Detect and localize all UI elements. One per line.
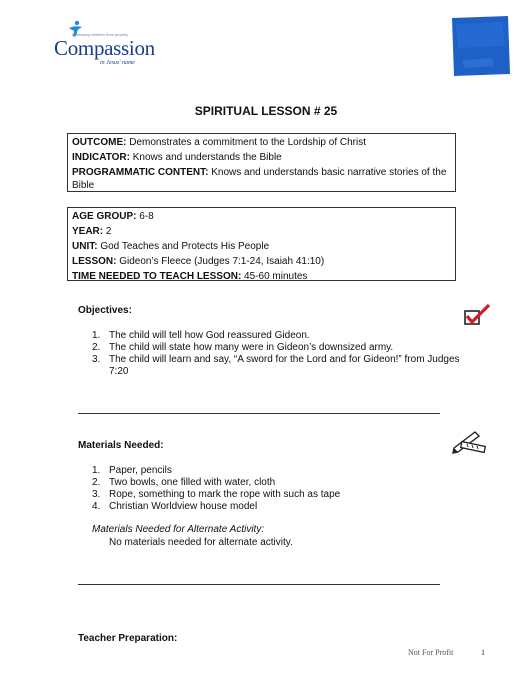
lesson-row [72,254,451,269]
page-title: SPIRITUAL LESSON # 25 [194,104,338,118]
unit-value: God Teaches and Protects His People [97,241,270,252]
checkbox-check-icon [463,303,491,327]
indicator-row [72,150,451,165]
time-label: TIME NEEDED TO TEACH LESSON: [72,271,242,282]
lesson-label: LESSON: [72,256,117,267]
footer-not-for-profit: Not For Profit [408,648,454,657]
materials-list [92,465,340,513]
indicator-value: Knows and understands the Bible [129,152,282,163]
age-row [72,209,451,224]
list-item: 1. Paper, pencils [92,465,172,476]
blue-brand-block [452,16,510,76]
objectives-title: Objectives: [78,305,132,316]
outcome-value: Demonstrates a commitment to the Lordship of Christ [126,137,366,148]
alt-materials-title: Materials Needed for Alternate Activity: [92,524,265,535]
materials-title: Materials Needed: [78,440,164,451]
compassion-logo [52,22,164,68]
year-label: YEAR: [72,226,104,237]
objectives-list [92,330,464,378]
list-item: 2. The child will state how many were in Gideon’s downsized army. [92,342,394,353]
list-item: 2. Two bowls, one filled with water, cloth [92,477,276,488]
content-label: PROGRAMMATIC CONTENT: [72,167,209,178]
time-value: 45-60 minutes [241,271,308,282]
lesson-info-box [67,207,456,281]
section-divider [78,413,440,414]
list-item: 4. Christian Worldview house model [92,501,258,512]
unit-label: UNIT: [72,241,98,252]
page-number: 1 [481,648,485,657]
content-value: Knows and understands basic narrative stories of the Bible [72,167,447,191]
teacher-prep-title: Teacher Preparation: [78,633,178,644]
list-item: 3. The child will learn and say, “A sword for the Lord and for Gideon!” from Judges 7:20 [92,354,460,377]
outcome-label: OUTCOME: [72,137,127,148]
unit-row [72,239,451,254]
lesson-value: Gideon’s Fleece (Judges 7:1-24, Isaiah 41:10) [116,256,325,267]
indicator-label: INDICATOR: [72,152,130,163]
pencil-ruler-icon [451,428,487,454]
alt-materials-text: No materials needed for alternate activity. [109,537,293,548]
section-divider [78,584,440,585]
year-value: 2 [103,226,112,237]
age-label: AGE GROUP: [72,211,137,222]
logo-subtitle: in Jesus' name [100,60,135,66]
content-row [72,165,451,192]
list-item: 1. The child will tell how God reassured Gideon. [92,330,310,341]
outcome-row [72,135,451,150]
year-row [72,224,451,239]
outcome-box [67,133,456,192]
age-value: 6-8 [136,211,154,222]
list-item: 3. Rope, something to mark the rope with such as tape [92,489,341,500]
logo-brand: Compassion [54,36,155,60]
logo-tagline: Releasing children from poverty [72,32,129,37]
time-row [72,269,451,284]
